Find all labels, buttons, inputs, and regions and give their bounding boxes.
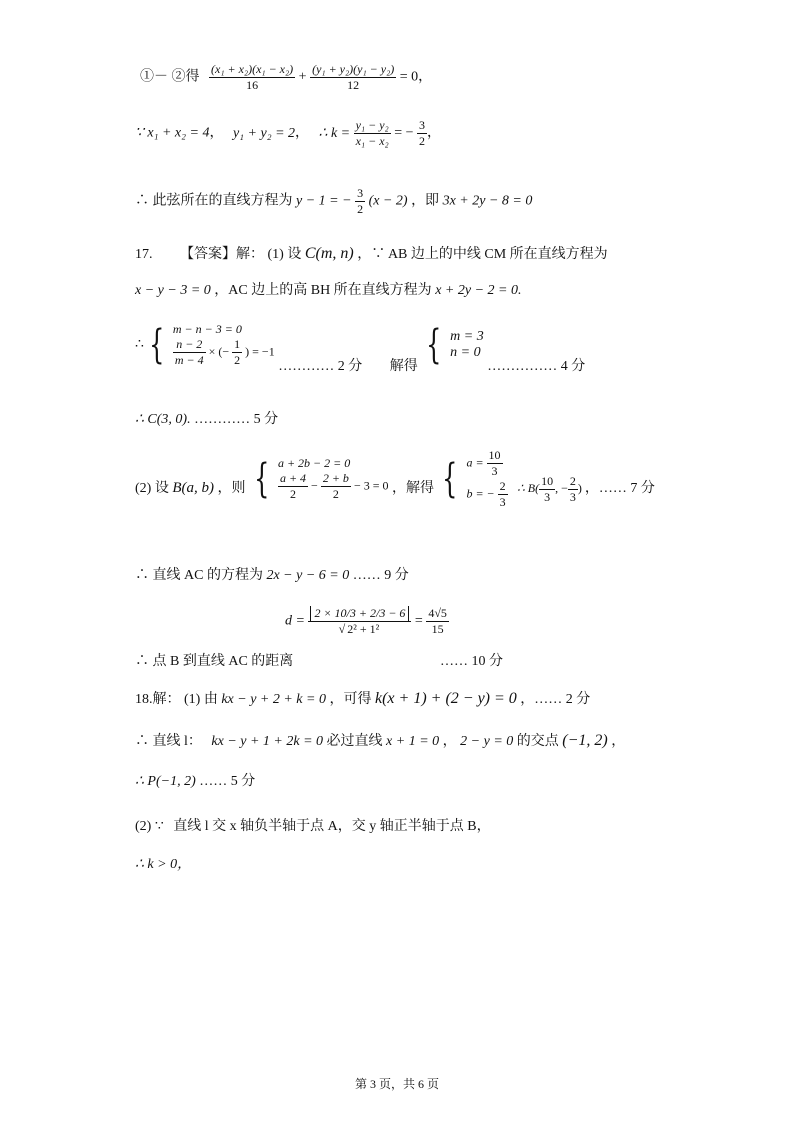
eq-line-1: ①－ ②得 $\frac{\text{(x₁ + x₂)(x₁ − x₂)}}{16}$ + $\frac{\text{(y₁ + y₂)(y₁ − y₂)}}{12}$ = 0， — [140, 62, 433, 92]
fraction: $\frac{1}{2}$ — [234, 337, 241, 367]
eq-line-3: ∴ 此弦所在的直线方程为 y − 1 = − $\frac{3}{2}$ (x − 2) ，即 3x + 2y − 8 = 0 — [135, 186, 533, 216]
fraction: $\frac{10}{3}$ — [541, 473, 554, 504]
system-1: ∴ { m − n − 3 = 0 $\frac{n - 2}{m - 4}$ × (− $\frac{1}{2}$ ) = −1 ………… 2 分 解得 { m = 3 n = 0 …………… 4 分 — [135, 322, 586, 375]
eq-line-2: ∵ x₁ + x₂ = 4， y₁ + y₂ = 2， ∴ k = $\frac{\text{y₁ − y₂}}{\text{x₁ − x₂}}$ = − $\frac{3}{2}$ ， — [135, 118, 441, 148]
distance-formula: d = $\frac{2 \times 10/3 + 2/3 - 6}{\text{√ 2² + 1²}}$ = $\frac{4√5}{15}$ — [285, 606, 447, 636]
fraction: $\frac{\text{(y₁ + y₂)(y₁ − y₂)}}{12}$ — [312, 62, 395, 92]
fraction: $\frac{\text{(x₁ + x₂)(x₁ − x₂)}}{16}$ — [211, 62, 294, 92]
fraction: $\frac{2}{3}$ — [569, 473, 576, 504]
eq-prefix: ①－ ②得 — [140, 69, 200, 85]
q18-line-2: ∴ 直线 l： kx − y + 1 + 2k = 0 必过直线 x + 1 = 0 ， 2 − y = 0 的交点 (−1, 2) ， — [135, 732, 626, 749]
distance-label: ∴ 点 B 到直线 AC 的距离 — [135, 654, 294, 669]
fraction: $\frac{n - 2}{m - 4}$ — [174, 337, 204, 367]
fraction: $\frac{10}{3}$ — [488, 448, 501, 478]
q17-part2: (2) 设 B(a, b) ，则 { a + 2b − 2 = 0 $\frac{a + 4}{2}$ − $\frac{2 + b}{2}$ − 3 = 0 ，解得 { a = $\frac{10}{3}$ b = − $\frac{2}{3}$ ∴ B( $\frac{10}{3}$ , − $\frac{2}{3}$ ) ，…… 7 分 — [135, 448, 655, 509]
fraction: $\frac{a + 4}{2}$ — [279, 471, 307, 501]
fraction: $\frac{\text{y₁ − y₂}}{\text{x₁ − x₂}}$ — [355, 118, 389, 148]
fraction: $\frac{2}{3}$ — [499, 479, 506, 509]
fraction: $\frac{4√5}{15}$ — [428, 606, 447, 636]
c-point-line: ∴ C(3, 0). ………… 5 分 — [135, 412, 279, 427]
fraction: $\frac{2 \times 10/3 + 2/3 - 6}{\text{√ 2² + 1²}}$ — [308, 606, 411, 637]
fraction: $\frac{3}{2}$ — [357, 186, 364, 216]
q17-header: 17. 【答案】解： (1) 设 C(m, n) ，∵ AB 边上的中线 CM 所在直线方程为 — [135, 245, 608, 262]
q18-line-1: 18.解： (1) 由 kx − y + 2 + k = 0 ，可得 k(x + 1) + (2 − y) = 0 ，…… 2 分 — [135, 690, 591, 707]
q17-line-2: x − y − 3 = 0 ，AC 边上的高 BH 所在直线方程为 x + 2y − 2 = 0. — [135, 283, 522, 298]
fraction: $\frac{3}{2}$ — [419, 118, 425, 148]
q18-line-5: ∴ k > 0， — [135, 857, 192, 872]
ac-equation-line: ∴ 直线 AC 的方程为 2x − y − 6 = 0 …… 9 分 — [135, 568, 409, 583]
q18-line-3: ∴ P(−1, 2) …… 5 分 — [135, 774, 256, 789]
fraction: $\frac{2 + b}{2}$ — [322, 471, 349, 501]
q18-line-4: (2) ∵ 直线 l 交 x 轴负半轴于点 A，交 y 轴正半轴于点 B， — [135, 819, 491, 834]
distance-score: …… 10 分 — [440, 654, 503, 669]
page-footer: 第 3 页，共 6 页 — [354, 1077, 439, 1091]
